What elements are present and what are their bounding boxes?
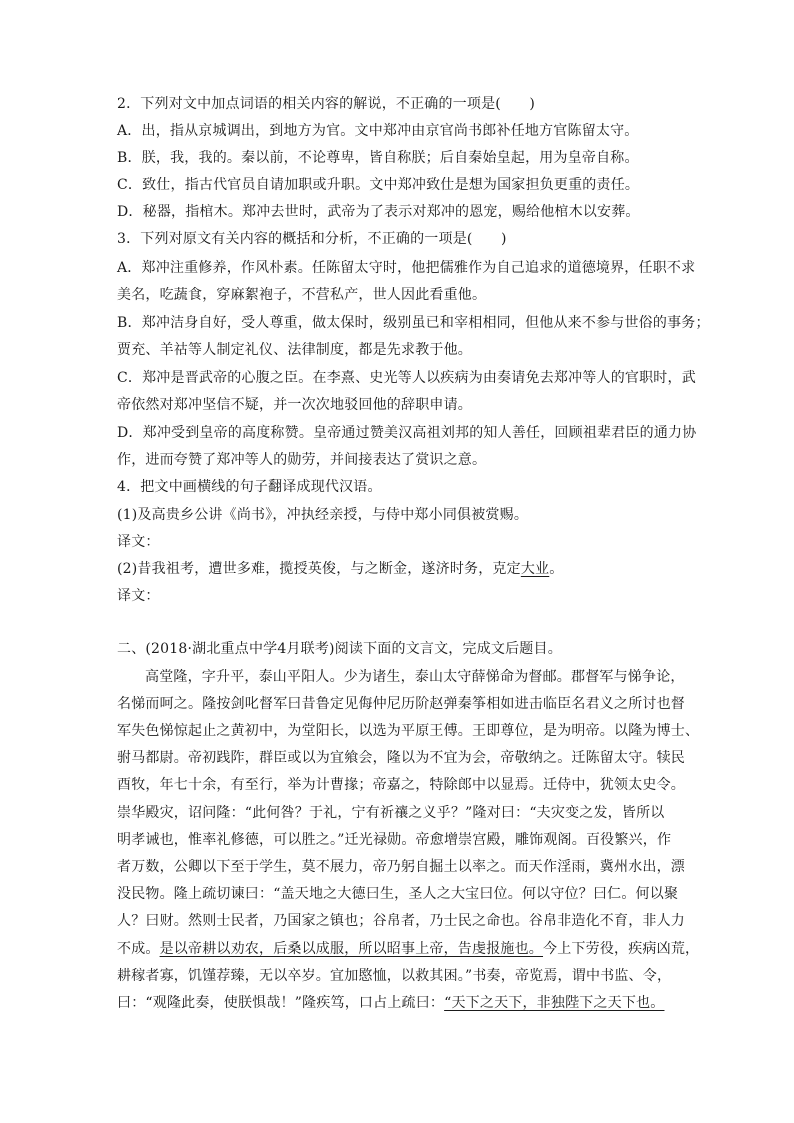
sentence-2-underlined: 大业 [520,561,550,577]
question-3-option-c-cont: 帝依然对郑冲坚信不疑，并一次次地驳回他的辞职申请。 [117,397,472,413]
question-4-sentence-1: (1)及高贵乡公讲《尚书》，冲执经亲授，与侍中郑小同俱被赏赐。 [117,507,529,523]
passage-line: 高堂隆，字升平，泰山平阳人。少为诸生，泰山太守薛悌命为督邮。郡督军与悌争论， [145,669,685,685]
question-2-stem: 2．下列对文中加点词语的相关内容的解说，不正确的一项是( ) [117,96,536,112]
passage-line: 人？曰财。然则士民者，乃国家之镇也；谷帛者，乃士民之命也。谷帛非造化不育，非人力 [117,913,685,929]
question-4-sentence-2 [117,556,563,583]
passage-line: 驸马都尉。帝初践阼，群臣或以为宜飨会，隆以为不宜为会，帝敬纳之。迁陈留太守。犊民 [117,750,685,766]
sentence-2-end: 。 [549,561,564,577]
passage-line: 耕稼者寡，饥馑荐臻，无以卒岁。宜加愍恤，以救其困。”书奏，帝览焉，谓中书监、令， [117,968,672,984]
passage-line [117,990,664,1017]
passage-line: 酉牧，年七十余，有至行，举为计曹掾；帝嘉之，特除郎中以显焉。迁侍中，犹领太史令。 [117,777,685,793]
passage-line [117,936,699,963]
passage-line: 没民物。隆上疏切谏曰：“盖天地之大德曰生，圣人之大宝曰位。何以守位？曰仁。何以聚 [117,886,679,902]
passage-text: 曰：“观隆此奏，使朕惧哉！”隆疾笃，口占上疏曰： [117,995,445,1011]
question-3-option-d-cont: 作，进而夸赞了郑冲等人的勋劳，并间接表达了赏识之意。 [117,452,487,468]
passage-text: 不成。 [117,941,160,957]
question-4-stem: 4．把文中画横线的句子翻译成现代汉语。 [117,479,382,495]
passage-line: 者万数，公卿以下至于学生，莫不展力，帝乃躬自掘土以率之。而天作淫雨，冀州水出，漂 [117,859,685,875]
question-2-option-b: B．朕，我，我的。秦以前，不论尊卑，皆自称朕；后自秦始皇起，用为皇帝自称。 [117,150,639,166]
question-4-translation-1-label: 译文： [117,534,160,550]
passage-line: 名悌而呵之。隆按剑叱督军曰昔鲁定见侮仲尼历阶赵弹秦筝相如进击临臣名君义之所讨也督 [117,696,685,712]
sentence-2-text: (2)昔我祖考，遭世多难，揽授英俊，与之断金，遂济时务，克定 [117,561,521,577]
question-3-option-b-cont: 贾充、羊祜等人制定礼仪、法律制度，都是先求教于他。 [117,342,472,358]
passage-underlined-sentence: “天下之天下，非独陛下之天下也。 [444,995,665,1011]
section-2-heading: 二、(2018·湖北重点中学4月联考)阅读下面的文言文，完成文后题目。 [117,641,562,657]
question-2-option-c: C．致仕，指古代官员自请加职或升职。文中郑冲致仕是想为国家担负更重的责任。 [117,177,640,193]
question-4-translation-2-label: 译文： [117,588,160,604]
passage-underlined-sentence: 是以帝耕以劝农，后桑以成服，所以昭事上帝，告虔报施也。 [159,941,544,957]
passage-text: 今上下劳役，疾病凶荒， [543,941,700,957]
passage-line: 明孝诫也，惟率礼修德，可以胜之。”迁光禄勋。帝愈增崇宫殿，雕饰观阁。百役繁兴，作 [117,832,672,848]
question-3-stem: 3．下列对原文有关内容的概括和分析，不正确的一项是( ) [117,231,507,247]
question-3-option-b: B．郑冲洁身自好，受人尊重，做太保时，级别虽已和宰相相同，但他从来不参与世俗的事务； [117,315,710,331]
question-2-option-a: A．出，指从京城调出，到地方为官。文中郑冲由京官尚书郎补任地方官陈留太守。 [117,123,639,139]
question-3-option-c: C．郑冲是晋武帝的心腹之臣。在李熹、史光等人以疾病为由奏请免去郑冲等人的官职时，武 [117,370,696,386]
passage-line: 崇华殿灾，诏问隆：“此何咎？于礼，宁有祈禳之义乎？”隆对曰：“夫灾变之发，皆所以 [117,805,665,821]
passage-line: 军失色悌惊起止之黄初中，为堂阳长，以选为平原王傅。王即尊位，是为明帝。以隆为博士、 [117,723,700,739]
question-2-option-d: D．秘器，指棺木。郑冲去世时，武帝为了表示对郑冲的恩宠，赐给他棺木以安葬。 [117,204,640,220]
question-3-option-a: A．郑冲注重修养，作风朴素。任陈留太守时，他把儒雅作为自己追求的道德境界，任职不求 [117,260,696,276]
question-3-option-a-cont: 美名，吃蔬食，穿麻絮袍子，不营私产，世人因此看重他。 [117,287,487,303]
question-3-option-d: D．郑冲受到皇帝的高度称赞。皇帝通过赞美汉高祖刘邦的知人善任，回顾祖辈君臣的通力协 [117,425,697,441]
